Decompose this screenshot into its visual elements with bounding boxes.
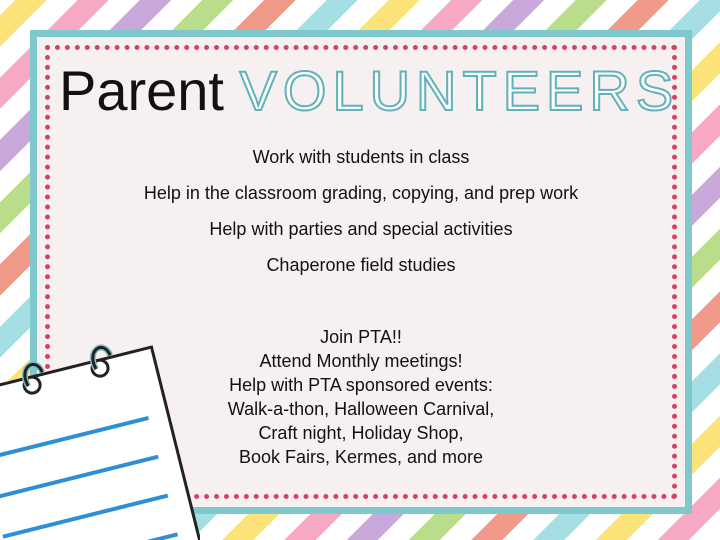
list-item: Chaperone field studies xyxy=(266,255,456,275)
pta-line: Walk-a-thon, Halloween Carnival, xyxy=(227,399,495,419)
title-volunteers: VOLUNTEERS xyxy=(239,59,680,122)
pta-line: Help with PTA sponsored events: xyxy=(229,375,493,395)
pta-line: Attend Monthly meetings! xyxy=(259,351,463,371)
pta-line: Join PTA!! xyxy=(320,327,402,347)
pta-line: Craft night, Holiday Shop, xyxy=(258,423,464,443)
notepad-icon xyxy=(0,320,200,540)
title-parent: Parent xyxy=(59,59,224,122)
page-title xyxy=(59,59,679,123)
list-item: Help with parties and special activities xyxy=(209,219,513,239)
pta-line: Book Fairs, Kermes, and more xyxy=(238,447,484,467)
list-item: Help in the classroom grading, copying, and prep work xyxy=(143,183,579,203)
volunteer-list xyxy=(37,147,685,291)
list-item: Work with students in class xyxy=(252,147,470,167)
